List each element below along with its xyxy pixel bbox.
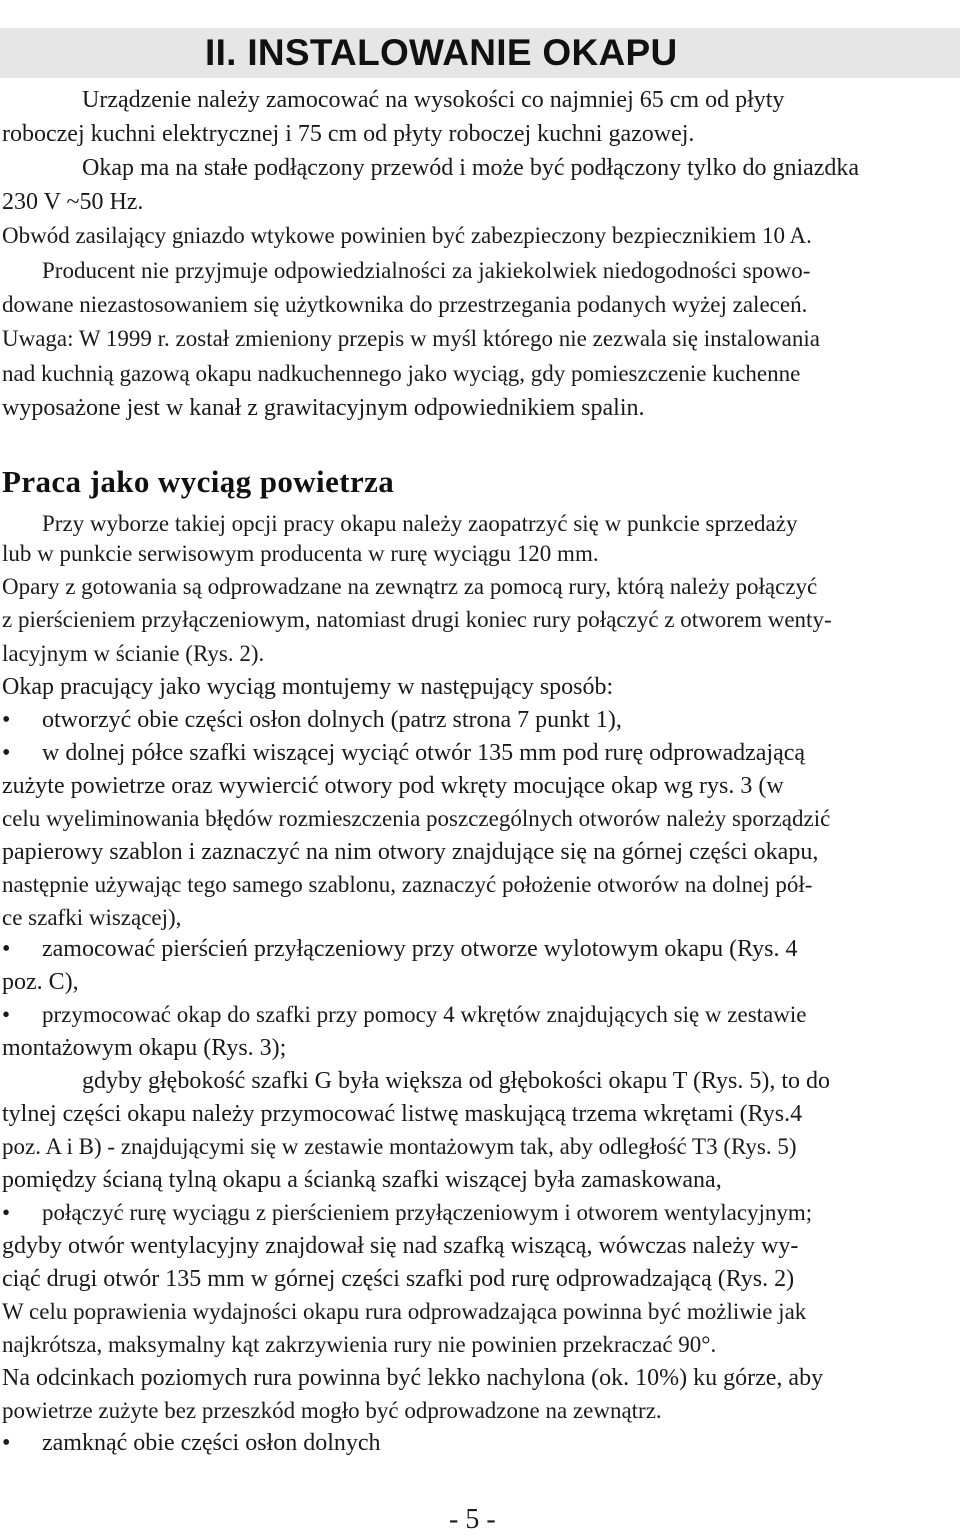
bullet-item-4 — [2, 999, 806, 1031]
bullet-item-1 — [2, 704, 622, 736]
section-line-18: gdyby głębokość szafki G była większa od głębokości okapu T (Rys. 5), to do — [82, 1068, 831, 1094]
section-line-28: powietrze zużyte bez przeszkód mogło być odprowadzone na zewnątrz. — [2, 1398, 662, 1423]
section-line-23: gdyby otwór wentylacyjny znajdował się nad szafką wiszącą, wówczas należy wy- — [2, 1233, 799, 1259]
section-line-20: poz. A i B) - znajdującymi się w zestawie montażowym tak, aby odległość T3 (Rys. 5) — [2, 1134, 797, 1159]
section-line-2: lub w punkcie serwisowym producenta w rurę wyciągu 120 mm. — [2, 541, 599, 566]
bullet-item-2 — [2, 737, 805, 769]
bullet-symbol: • — [2, 936, 11, 962]
intro-line-5: Obwód zasilający gniazdo wtykowe powinien być zabezpieczony bezpiecznikiem 10 A. — [2, 223, 812, 248]
bullet-item-3 — [2, 933, 797, 965]
bullet-text: przymocować okap do szafki przy pomocy 4 wkrętów znajdujących się w zestawie — [42, 1002, 807, 1027]
page-title: II. INSTALOWANIE OKAPU — [205, 32, 678, 73]
intro-line-2: roboczej kuchni elektrycznej i 75 cm od płyty roboczej kuchni gazowej. — [2, 121, 695, 147]
bullet-symbol: • — [2, 740, 11, 766]
bullet-text: zamknąć obie części osłon dolnych — [42, 1430, 381, 1456]
section-line-1: Przy wyborze takiej opcji pracy okapu należy zaopatrzyć się w punkcie sprzedaży — [42, 511, 798, 536]
bullet-item-5 — [2, 1197, 812, 1229]
bullet-text: otworzyć obie części osłon dolnych (patrz strona 7 punkt 1), — [42, 707, 622, 733]
section-line-6: Okap pracujący jako wyciąg montujemy w następujący sposób: — [2, 674, 614, 700]
section-line-12: następnie używając tego samego szablonu, zaznaczyć położenie otworów na dolnej pół- — [2, 872, 813, 897]
page-number: - 5 - — [449, 1504, 496, 1535]
bullet-symbol: • — [2, 1430, 11, 1456]
intro-line-4: 230 V ~50 Hz. — [2, 189, 144, 215]
section-line-13: ce szafki wiszącej), — [2, 905, 182, 930]
bullet-item-6 — [2, 1427, 381, 1459]
section-line-26: najkrótsza, maksymalny kąt zakrzywienia rury nie powinien przekraczać 90°. — [2, 1332, 717, 1357]
section-line-5: lacyjnym w ścianie (Rys. 2). — [2, 641, 265, 666]
intro-line-10: wyposażone jest w kanał z grawitacyjnym odpowiednikiem spalin. — [2, 395, 645, 421]
intro-line-9: nad kuchnią gazową okapu nadkuchennego jako wyciąg, gdy pomieszczenie kuchenne — [2, 361, 801, 386]
section-line-15: poz. C), — [2, 969, 79, 995]
bullet-text: w dolnej półce szafki wiszącej wyciąć otwór 135 mm pod rurę odprowadzającą — [42, 740, 806, 766]
section-line-9: zużyte powietrze oraz wywiercić otwory pod wkręty mocujące okap wg rys. 3 (w — [2, 773, 784, 799]
section-heading: Praca jako wyciąg powietrza — [2, 464, 395, 499]
section-line-4: z pierścieniem przyłączeniowym, natomiast drugi koniec rury połączyć z otworem wenty- — [2, 607, 832, 632]
section-line-27: Na odcinkach poziomych rura powinna być lekko nachylona (ok. 10%) ku górze, aby — [2, 1365, 824, 1391]
intro-line-1: Urządzenie należy zamocować na wysokości co najmniej 65 cm od płyty — [82, 87, 785, 113]
section-line-21: pomiędzy ścianą tylną okapu a ścianką szafki wiszącej była zamaskowana, — [2, 1167, 722, 1193]
section-line-3: Opary z gotowania są odprowadzane na zewnątrz za pomocą rury, którą należy połączyć — [2, 574, 818, 599]
intro-line-7: dowane niezastosowaniem się użytkownika do przestrzegania podanych wyżej zaleceń. — [2, 292, 808, 317]
section-line-25: W celu poprawienia wydajności okapu rura odprowadzająca powinna być możliwie jak — [2, 1299, 807, 1324]
intro-line-8: Uwaga: W 1999 r. został zmieniony przepis w myśl którego nie zezwala się instalowania — [2, 326, 820, 351]
bullet-text: połączyć rurę wyciągu z pierścieniem przyłączeniowym i otworem wentylacyjnym; — [42, 1200, 813, 1225]
section-line-19: tylnej części okapu należy przymocować listwę maskującą trzema wkrętami (Rys.4 — [2, 1101, 803, 1127]
section-line-24: ciąć drugi otwór 135 mm w górnej części szafki pod rurę odprowadzającą (Rys. 2) — [2, 1266, 795, 1292]
intro-line-3: Okap ma na stałe podłączony przewód i może być podłączony tylko do gniazdka — [82, 155, 860, 181]
intro-line-6: Producent nie przyjmuje odpowiedzialności za jakiekolwiek niedogodności spowo- — [42, 258, 811, 283]
bullet-symbol: • — [2, 1002, 11, 1027]
bullet-text: zamocować pierścień przyłączeniowy przy otworze wylotowym okapu (Rys. 4 — [42, 936, 798, 962]
section-line-10: celu wyeliminowania błędów rozmieszczenia poszczególnych otworów należy sporządzić — [2, 806, 831, 831]
bullet-symbol: • — [2, 1200, 11, 1225]
section-line-11: papierowy szablon i zaznaczyć na nim otwory znajdujące się na górnej części okapu, — [2, 839, 819, 865]
bullet-symbol: • — [2, 707, 11, 733]
section-line-17: montażowym okapu (Rys. 3); — [2, 1035, 287, 1061]
